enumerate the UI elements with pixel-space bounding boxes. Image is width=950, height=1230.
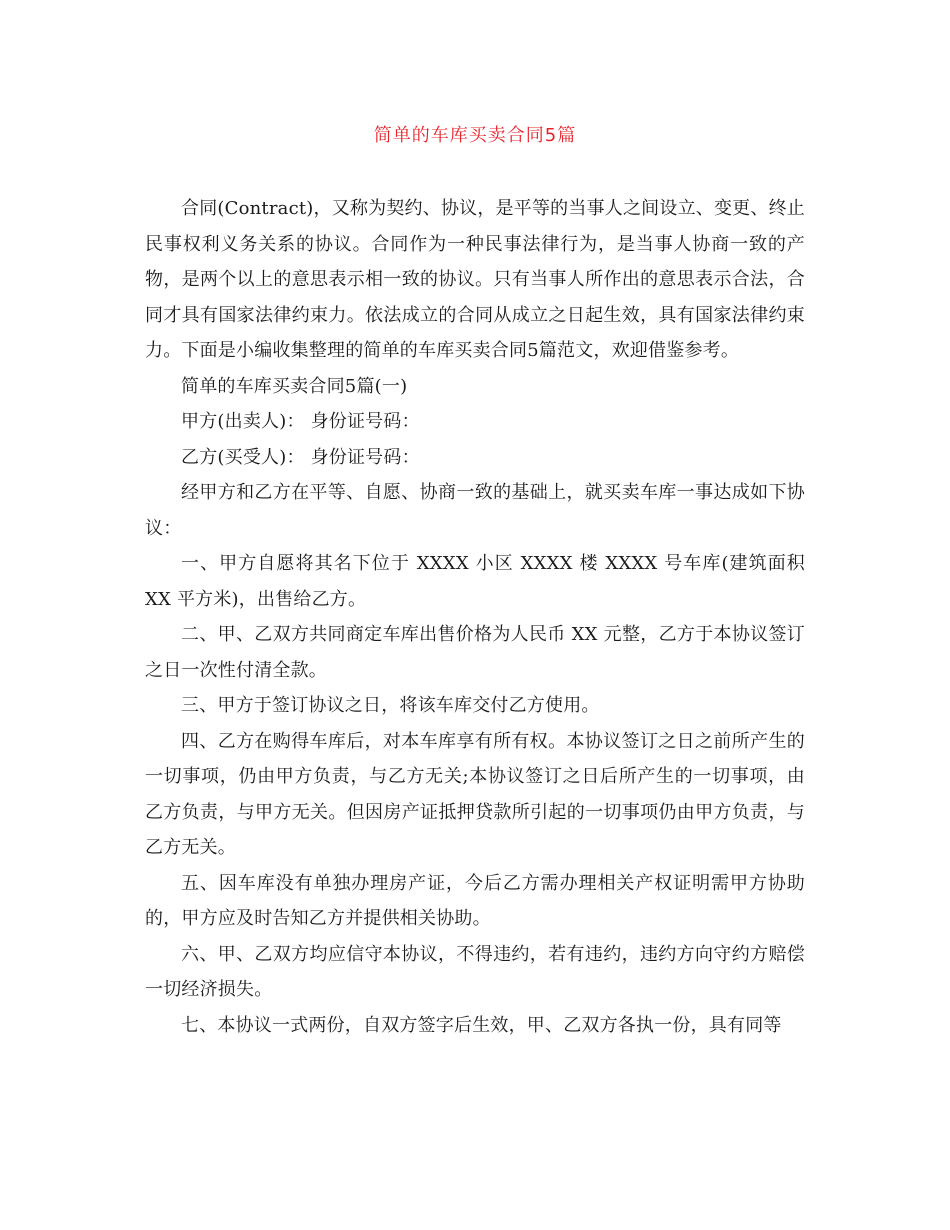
paragraph-clause-5: 五、因车库没有单独办理房产证，今后乙方需办理相关产权证明需甲方协助的，甲方应及时告知乙方并提供相关协助。 — [145, 872, 805, 929]
paragraph-clause-7: 七、本协议一式两份，自双方签字后生效，甲、乙双方各执一份，具有同等 — [181, 1014, 782, 1036]
paragraph-clause-4: 四、乙方在购得车库后，对本车库享有所有权。本协议签订之日之前所产生的一切事项，仍由甲方负责，与乙方无关;本协议签订之日后所产生的一切事项，由乙方负责，与甲方无关。但因房产证抵押贷款所引起的一切事项仍由甲方负责，与乙方无关。 — [145, 730, 805, 858]
document-body — [145, 191, 805, 1043]
paragraph-intro: 合同(Contract)，又称为契约、协议，是平等的当事人之间设立、变更、终止民事权利义务关系的协议。合同作为一种民事法律行为，是当事人协商一致的产物，是两个以上的意思表示相一致的协议。只有当事人所作出的意思表示合法，合同才具有国家法律约束力。依法成立的合同从成立之日起生效，具有国家法律约束力。下面是小编收集整理的简单的车库买卖合同5篇范文，欢迎借鉴参考。 — [145, 198, 805, 361]
paragraph-clause-6: 六、甲、乙双方均应信守本协议，不得违约，若有违约，违约方向守约方赔偿一切经济损失。 — [145, 943, 805, 1000]
paragraph-clause-3: 三、甲方于签订协议之日，将该车库交付乙方使用。 — [181, 695, 600, 716]
paragraph-section-heading: 简单的车库买卖合同5篇(一) — [181, 375, 408, 397]
paragraph-preamble: 经甲方和乙方在平等、自愿、协商一致的基础上，就买卖车库一事达成如下协议： — [145, 482, 805, 539]
paragraph-party-b: 乙方(买受人)： 身份证号码： — [181, 446, 420, 468]
paragraph-clause-2: 二、甲、乙双方共同商定车库出售价格为人民币 XX 元整，乙方于本协议签订之日一次性付清全款。 — [145, 624, 805, 681]
paragraph-clause-1: 一、甲方自愿将其名下位于 XXXX 小区 XXXX 楼 XXXX 号车库(建筑面积 XX 平方米)，出售给乙方。 — [145, 553, 805, 610]
paragraph-party-a: 甲方(出卖人)： 身份证号码： — [181, 411, 420, 432]
document-title: 简单的车库买卖合同5篇 — [373, 125, 577, 146]
